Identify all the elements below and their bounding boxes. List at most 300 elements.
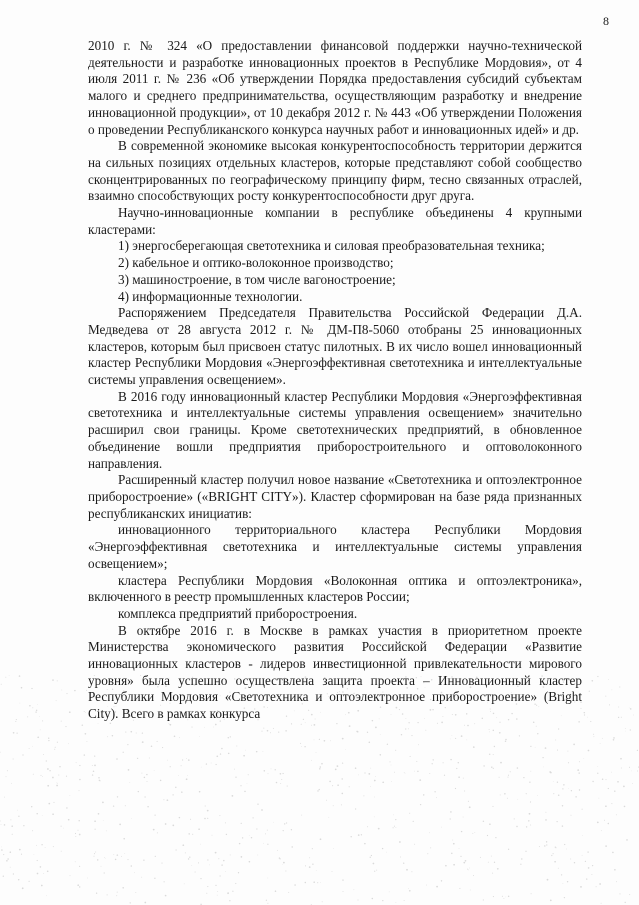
scan-speck	[215, 885, 216, 886]
scan-speck	[579, 761, 580, 762]
scan-speck	[125, 805, 126, 806]
scan-speck	[94, 765, 96, 767]
scan-speck	[154, 770, 155, 771]
scan-speck	[39, 716, 40, 717]
scan-speck	[94, 853, 95, 854]
scan-speck	[436, 797, 437, 798]
scan-speck	[179, 737, 180, 738]
scan-speck	[313, 881, 315, 883]
scan-speck	[567, 751, 568, 752]
scan-speck	[390, 761, 391, 762]
scan-speck	[116, 895, 117, 896]
scan-speck	[367, 826, 368, 827]
scan-speck	[165, 823, 167, 825]
scan-speck	[123, 838, 125, 840]
scan-speck	[408, 888, 409, 889]
scan-speck	[164, 881, 165, 882]
scan-speck	[336, 723, 337, 724]
scan-speck	[574, 862, 575, 863]
scan-speck	[192, 834, 193, 835]
scan-speck	[157, 741, 158, 742]
scan-speck	[530, 771, 531, 772]
scan-speck	[546, 844, 547, 845]
scan-speck	[403, 863, 404, 864]
scan-speck	[505, 739, 507, 741]
scan-speck	[40, 775, 41, 776]
scan-speck	[131, 818, 132, 819]
scan-speck	[618, 717, 619, 718]
scan-speck	[31, 806, 32, 807]
scan-speck	[167, 760, 168, 761]
scan-speck	[79, 886, 80, 887]
scan-speck	[394, 772, 395, 773]
scan-speck	[430, 847, 431, 848]
scan-speck	[557, 750, 558, 751]
scan-speck	[187, 775, 188, 776]
scan-speck	[444, 775, 445, 776]
scan-speck	[535, 747, 536, 748]
scan-speck	[34, 854, 35, 855]
scan-speck	[391, 765, 392, 766]
scan-speck	[503, 898, 504, 899]
scan-speck	[238, 872, 239, 873]
scan-speck	[539, 846, 540, 847]
scan-speck	[558, 795, 559, 796]
scan-speck	[18, 816, 19, 817]
scan-speck	[320, 766, 322, 768]
scan-speck	[566, 849, 567, 850]
scan-speck	[619, 893, 620, 894]
scan-speck	[429, 773, 430, 774]
scan-speck	[47, 871, 49, 873]
scan-speck	[608, 788, 609, 789]
scan-speck	[144, 796, 145, 797]
scan-speck	[144, 902, 146, 904]
scan-speck	[508, 896, 509, 897]
scan-speck	[37, 704, 38, 705]
scan-speck	[508, 775, 509, 776]
scan-speck	[181, 791, 183, 793]
scan-speck	[314, 740, 315, 741]
scan-speck	[201, 767, 202, 768]
scan-speck	[489, 732, 490, 733]
scan-speck	[106, 831, 107, 832]
scan-speck	[405, 773, 406, 774]
scan-speck	[10, 819, 11, 820]
scan-speck	[53, 802, 54, 803]
scan-speck	[502, 896, 503, 897]
scan-speck	[616, 814, 617, 815]
scan-speck	[135, 892, 136, 893]
scan-speck	[287, 786, 288, 787]
scan-speck	[618, 707, 619, 708]
scan-speck	[493, 754, 494, 755]
scan-speck	[82, 724, 83, 725]
scan-speck	[322, 901, 323, 902]
scan-speck	[141, 877, 142, 878]
scan-speck	[312, 848, 313, 849]
scan-speck	[149, 758, 150, 759]
scan-speck	[141, 773, 142, 774]
scan-speck	[11, 783, 12, 784]
scan-speck	[367, 732, 368, 733]
scan-speck	[49, 770, 50, 771]
scan-speck	[142, 741, 144, 743]
scan-speck	[587, 851, 588, 852]
scan-speck	[129, 782, 130, 783]
scan-speck	[630, 708, 632, 710]
scan-speck	[458, 762, 459, 763]
scan-speck	[219, 815, 220, 816]
scan-speck	[519, 735, 520, 736]
scan-speck	[504, 793, 506, 795]
scan-speck	[94, 756, 95, 757]
scan-speck	[382, 900, 383, 901]
scan-speck	[147, 806, 148, 807]
scan-speck	[619, 686, 620, 687]
scan-speck	[146, 774, 147, 775]
scan-speck	[629, 708, 630, 709]
scan-speck	[284, 823, 285, 824]
scan-speck	[66, 693, 67, 694]
scan-speck	[31, 688, 32, 689]
scan-speck	[614, 869, 616, 871]
scan-speck	[466, 740, 467, 741]
scan-speck	[319, 789, 320, 790]
scan-speck	[285, 730, 286, 731]
scan-speck	[55, 747, 56, 748]
scan-speck	[189, 857, 190, 858]
scan-speck	[66, 807, 67, 808]
scan-speck	[483, 899, 484, 900]
scan-speck	[474, 723, 475, 724]
scan-speck	[209, 865, 210, 866]
scan-speck	[582, 855, 583, 856]
scan-speck	[200, 844, 201, 845]
scan-speck	[537, 795, 538, 796]
scan-speck	[86, 741, 87, 742]
scan-speck	[464, 790, 465, 791]
scan-speck	[545, 747, 547, 749]
scan-speck	[243, 755, 245, 757]
scan-speck	[163, 799, 164, 800]
scan-speck	[7, 858, 9, 860]
scan-speck	[27, 716, 28, 717]
scan-speck	[601, 903, 602, 904]
scan-speck	[136, 733, 137, 734]
scan-speck	[396, 902, 397, 903]
scan-speck	[301, 815, 302, 816]
scan-speck	[497, 868, 499, 870]
scan-speck	[311, 760, 312, 761]
scan-speck	[417, 771, 418, 772]
scan-speck	[267, 903, 268, 904]
scan-speck	[191, 865, 192, 866]
scan-speck	[46, 895, 47, 896]
scan-speck	[436, 886, 438, 888]
scan-speck	[61, 826, 62, 827]
scan-speck	[280, 773, 282, 775]
scan-speck	[555, 847, 556, 848]
scan-speck	[217, 895, 218, 896]
scan-speck	[523, 777, 524, 778]
scan-speck	[1, 684, 2, 685]
scan-speck	[550, 900, 552, 902]
scan-speck	[580, 886, 582, 888]
scan-speck	[600, 743, 601, 744]
scan-speck	[124, 853, 125, 854]
scan-speck	[191, 727, 192, 728]
scan-speck	[198, 828, 200, 830]
scan-speck	[364, 843, 366, 845]
scan-speck	[226, 834, 227, 835]
scan-speck	[147, 781, 148, 782]
scan-speck	[113, 805, 114, 806]
scan-speck	[79, 820, 80, 821]
scan-speck	[66, 776, 67, 777]
scan-speck	[211, 763, 212, 764]
scan-speck	[491, 766, 492, 767]
scan-speck	[602, 738, 603, 739]
scan-speck	[554, 861, 556, 863]
scan-speck	[47, 785, 49, 787]
scan-speck	[441, 880, 442, 881]
scan-speck	[98, 813, 100, 815]
scan-speck	[393, 827, 394, 828]
scan-speck	[608, 679, 609, 680]
scan-speck	[319, 739, 320, 740]
scan-speck	[276, 782, 278, 784]
scan-speck	[423, 794, 425, 796]
scan-speck	[584, 714, 585, 715]
scan-speck	[102, 802, 104, 804]
scan-speck	[253, 817, 254, 818]
scan-speck	[79, 790, 80, 791]
scan-speck	[204, 818, 206, 820]
scan-speck	[188, 858, 189, 859]
scan-speck	[585, 861, 586, 862]
scan-speck	[335, 769, 337, 771]
scan-speck	[342, 762, 343, 763]
scan-speck	[562, 825, 563, 826]
scan-speck	[182, 759, 183, 760]
scan-speck	[32, 746, 33, 747]
paragraph: комплекса предприятий приборостроения.	[118, 605, 358, 621]
scan-speck	[278, 732, 279, 733]
scan-speck	[345, 749, 346, 750]
scan-speck	[199, 791, 201, 793]
scan-speck	[277, 850, 278, 851]
scan-speck	[21, 854, 22, 855]
scan-speck	[61, 721, 62, 722]
scan-speck	[324, 740, 326, 742]
scan-speck	[220, 753, 221, 754]
scan-speck	[113, 854, 114, 855]
scan-speck	[429, 832, 430, 833]
scan-speck	[7, 770, 8, 771]
scan-speck	[341, 778, 342, 779]
scan-speck	[70, 795, 71, 796]
scan-speck	[333, 805, 334, 806]
scan-speck	[549, 771, 551, 773]
scan-speck	[463, 817, 464, 818]
scan-speck	[48, 803, 50, 805]
scan-speck	[105, 858, 106, 859]
scan-speck	[153, 829, 155, 831]
scan-speck	[408, 728, 409, 729]
scan-speck	[632, 783, 633, 784]
scan-speck	[393, 815, 394, 816]
scan-speck	[597, 676, 598, 677]
scan-speck	[505, 897, 506, 898]
scan-speck	[561, 874, 562, 875]
scan-speck	[626, 839, 628, 841]
scan-speck	[637, 771, 638, 772]
scan-speck	[207, 859, 208, 860]
scan-speck	[358, 834, 360, 836]
scan-speck	[528, 820, 529, 821]
scan-speck	[460, 856, 461, 857]
scan-speck	[151, 745, 153, 747]
scan-speck	[370, 857, 371, 858]
paragraph: 2010 г. № 324 «О предоставлении финансовой поддержки научно-технической деятельности и разработке инновационных проектов в Республике Мордовия», от 4 июля 2011 г. № 236 «Об утверждении Порядка предоставления субсидий субъектам малого и среднего предпринимательства, осуществляющим разработку и внедрение инновационной продукции», от 10 декабря 2012 г. № 443 «Об утверждении Положения о проведении Республиканского конкурса научных работ и инновационных идей» и др.	[88, 38, 582, 137]
scan-speck	[174, 736, 176, 738]
scan-speck	[505, 741, 506, 742]
scan-speck	[461, 831, 462, 832]
scan-speck	[127, 859, 128, 860]
document-body	[88, 38, 582, 723]
scan-speck	[578, 772, 579, 773]
scan-speck	[349, 786, 350, 787]
scan-speck	[582, 835, 583, 836]
scan-speck	[606, 779, 607, 780]
scan-speck	[154, 814, 155, 815]
scan-speck	[553, 793, 554, 794]
scan-speck	[468, 870, 469, 871]
scan-speck	[378, 828, 380, 830]
scan-speck	[542, 757, 543, 758]
scan-speck	[637, 750, 638, 751]
scan-speck	[230, 736, 231, 737]
scan-speck	[434, 791, 435, 792]
scan-speck	[52, 777, 54, 779]
scan-speck	[125, 732, 126, 733]
scan-speck	[294, 884, 296, 886]
scan-speck	[6, 776, 7, 777]
paragraph: Распоряжением Председателя Правительства Российской Федерации Д.А. Медведева от 28 августа 2012 г. № ДМ-П8-5060 отобраны 25 инновационных кластеров, которым был присвоен статус пилотных. В их число вошел инновационный кластер Республики Мордовия «Энергоэффективная светотехника и интеллектуальные системы управления освещением».	[88, 305, 582, 388]
scan-speck	[212, 835, 213, 836]
scan-speck	[590, 721, 591, 722]
scan-speck	[17, 733, 18, 734]
scan-speck	[248, 774, 249, 775]
scan-speck	[317, 882, 318, 883]
scan-speck	[29, 748, 30, 749]
scan-speck	[630, 729, 631, 730]
scan-speck	[337, 765, 339, 767]
scan-speck	[143, 860, 144, 861]
scan-speck	[215, 764, 216, 765]
scan-speck	[204, 727, 205, 728]
scan-speck	[12, 834, 13, 835]
scan-speck	[461, 735, 463, 737]
scan-speck	[267, 830, 268, 831]
scan-speck	[563, 784, 564, 785]
scan-speck	[273, 822, 274, 823]
scan-speck	[137, 758, 138, 759]
scan-speck	[612, 690, 613, 691]
scan-speck	[97, 859, 99, 861]
scan-speck	[157, 832, 158, 833]
scan-speck	[205, 805, 206, 806]
scan-speck	[405, 728, 406, 729]
scan-speck	[316, 752, 317, 753]
scan-speck	[387, 744, 388, 745]
scan-speck	[464, 725, 465, 726]
scan-speck	[98, 723, 99, 724]
scan-speck	[117, 892, 118, 893]
scan-speck	[631, 771, 632, 772]
scan-speck	[499, 732, 501, 734]
scan-speck	[17, 810, 18, 811]
paragraph: кластера Республики Мордовия «Волоконная оптика и оптоэлектроника», включенного в реестр промышленных кластеров России;	[88, 572, 582, 605]
scan-speck	[94, 820, 96, 822]
scan-speck	[190, 819, 191, 820]
scan-speck	[620, 758, 622, 760]
scan-speck	[410, 756, 411, 757]
scan-speck	[355, 767, 357, 769]
scan-speck	[6, 860, 8, 862]
scan-speck	[61, 690, 62, 691]
scan-speck	[493, 730, 494, 731]
scan-speck	[537, 733, 538, 734]
scan-speck	[160, 780, 162, 782]
scan-speck	[16, 719, 17, 720]
scan-speck	[46, 760, 47, 761]
scan-speck	[227, 892, 229, 894]
scan-speck	[605, 805, 607, 807]
scan-speck	[207, 818, 208, 819]
scan-speck	[245, 750, 246, 751]
scan-speck	[500, 794, 501, 795]
scan-speck	[577, 769, 579, 771]
scan-speck	[217, 891, 218, 892]
scan-speck	[582, 809, 583, 810]
scan-speck	[18, 879, 19, 880]
scan-speck	[601, 830, 602, 831]
scan-speck	[514, 818, 515, 819]
scan-speck	[553, 853, 554, 854]
scan-speck	[267, 844, 268, 845]
scan-speck	[530, 825, 531, 826]
scan-speck	[112, 735, 113, 736]
scan-speck	[281, 779, 282, 780]
scan-speck	[562, 805, 564, 807]
scan-speck	[456, 768, 457, 769]
scan-speck	[68, 819, 70, 821]
scan-speck	[43, 873, 44, 874]
scan-speck	[79, 779, 81, 781]
scan-speck	[529, 782, 530, 783]
scan-speck	[404, 772, 405, 773]
scan-speck	[330, 740, 331, 741]
scan-speck	[13, 758, 14, 759]
scan-speck	[468, 801, 469, 802]
scan-speck	[613, 737, 615, 739]
scan-speck	[244, 791, 246, 793]
scan-speck	[467, 725, 469, 727]
scan-speck	[178, 775, 179, 776]
scan-speck	[142, 732, 143, 733]
